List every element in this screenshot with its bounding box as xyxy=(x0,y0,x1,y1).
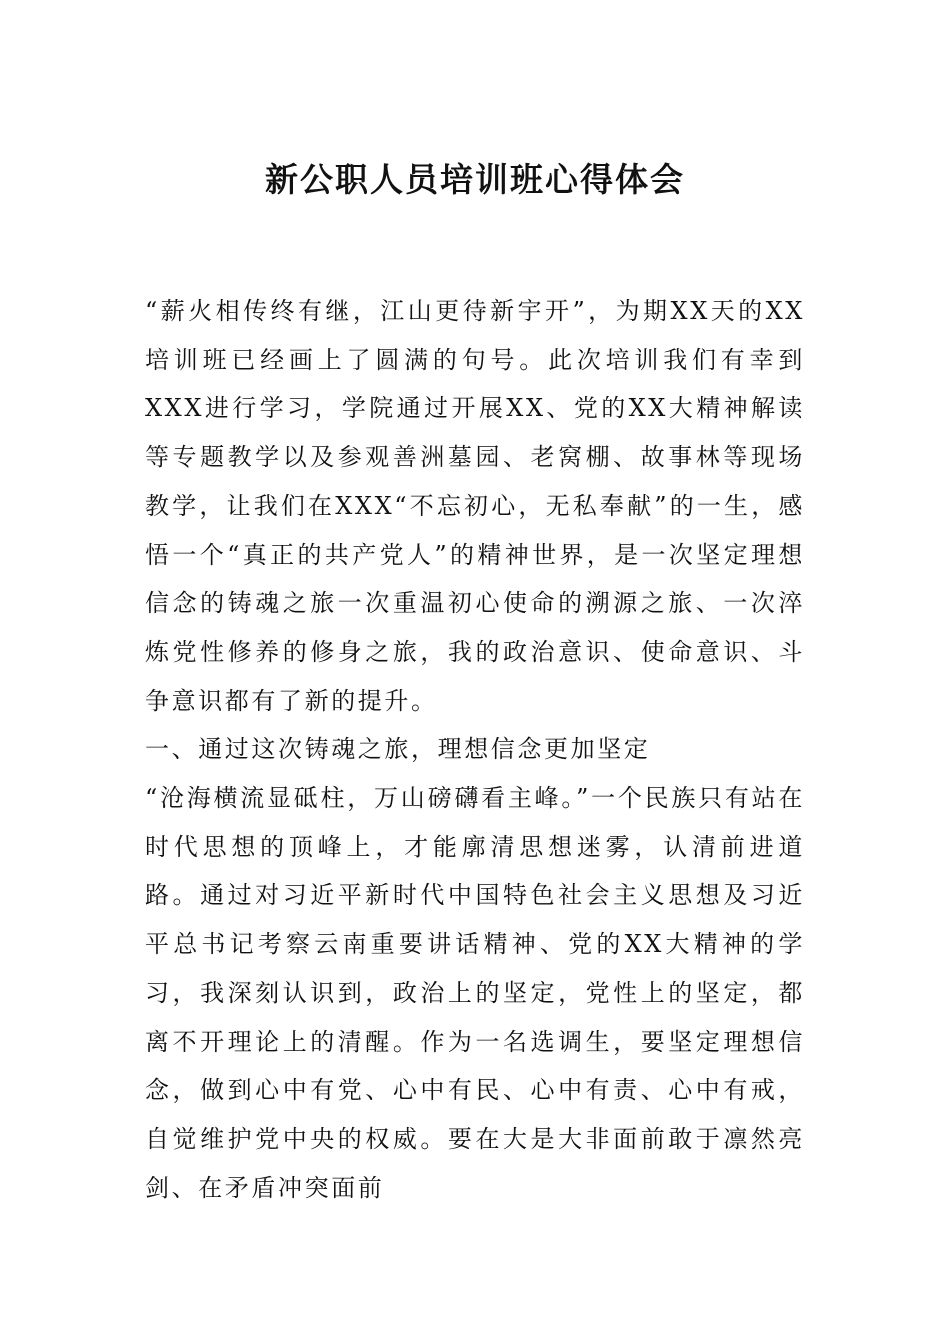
section-paragraph: “沧海横流显砥柱，万山磅礴看主峰。”一个民族只有站在时代思想的顶峰上，才能廓清思想迷雾，认清前进道路。通过对习近平新时代中国特色社会主义思想及习近平总书记考察云南重要讲话精神、党的XX大精神的学习，我深刻认识到，政治上的坚定，党性上的坚定，都离不开理论上的清醒。作为一名选调生，要坚定理想信念，做到心中有党、心中有民、心中有责、心中有戒，自觉维护党中央的权威。要在大是大非面前敢于凛然亮剑、在矛盾冲突面前 xyxy=(145,784,805,1202)
intro-paragraph: “薪火相传终有继，江山更待新宇开”，为期XX天的XX培训班已经画上了圆满的句号。此次培训我们有幸到XXX进行学习，学院通过开展XX、党的XX大精神解读等专题教学以及参观善洲墓园、老窝棚、故事林等现场教学，让我们在XXX“不忘初心，无私奉献”的一生，感悟一个“真正的共产党人”的精神世界，是一次坚定理想信念的铸魂之旅一次重温初心使命的溯源之旅、一次淬炼党性修养的修身之旅，我的政治意识、使命意识、斗争意识都有了新的提升。 xyxy=(145,297,805,715)
document-body xyxy=(145,287,805,1212)
section-heading: 一、通过这次铸魂之旅，理想信念更加坚定 xyxy=(145,735,651,764)
document-title: 新公职人员培训班心得体会 xyxy=(265,160,685,199)
